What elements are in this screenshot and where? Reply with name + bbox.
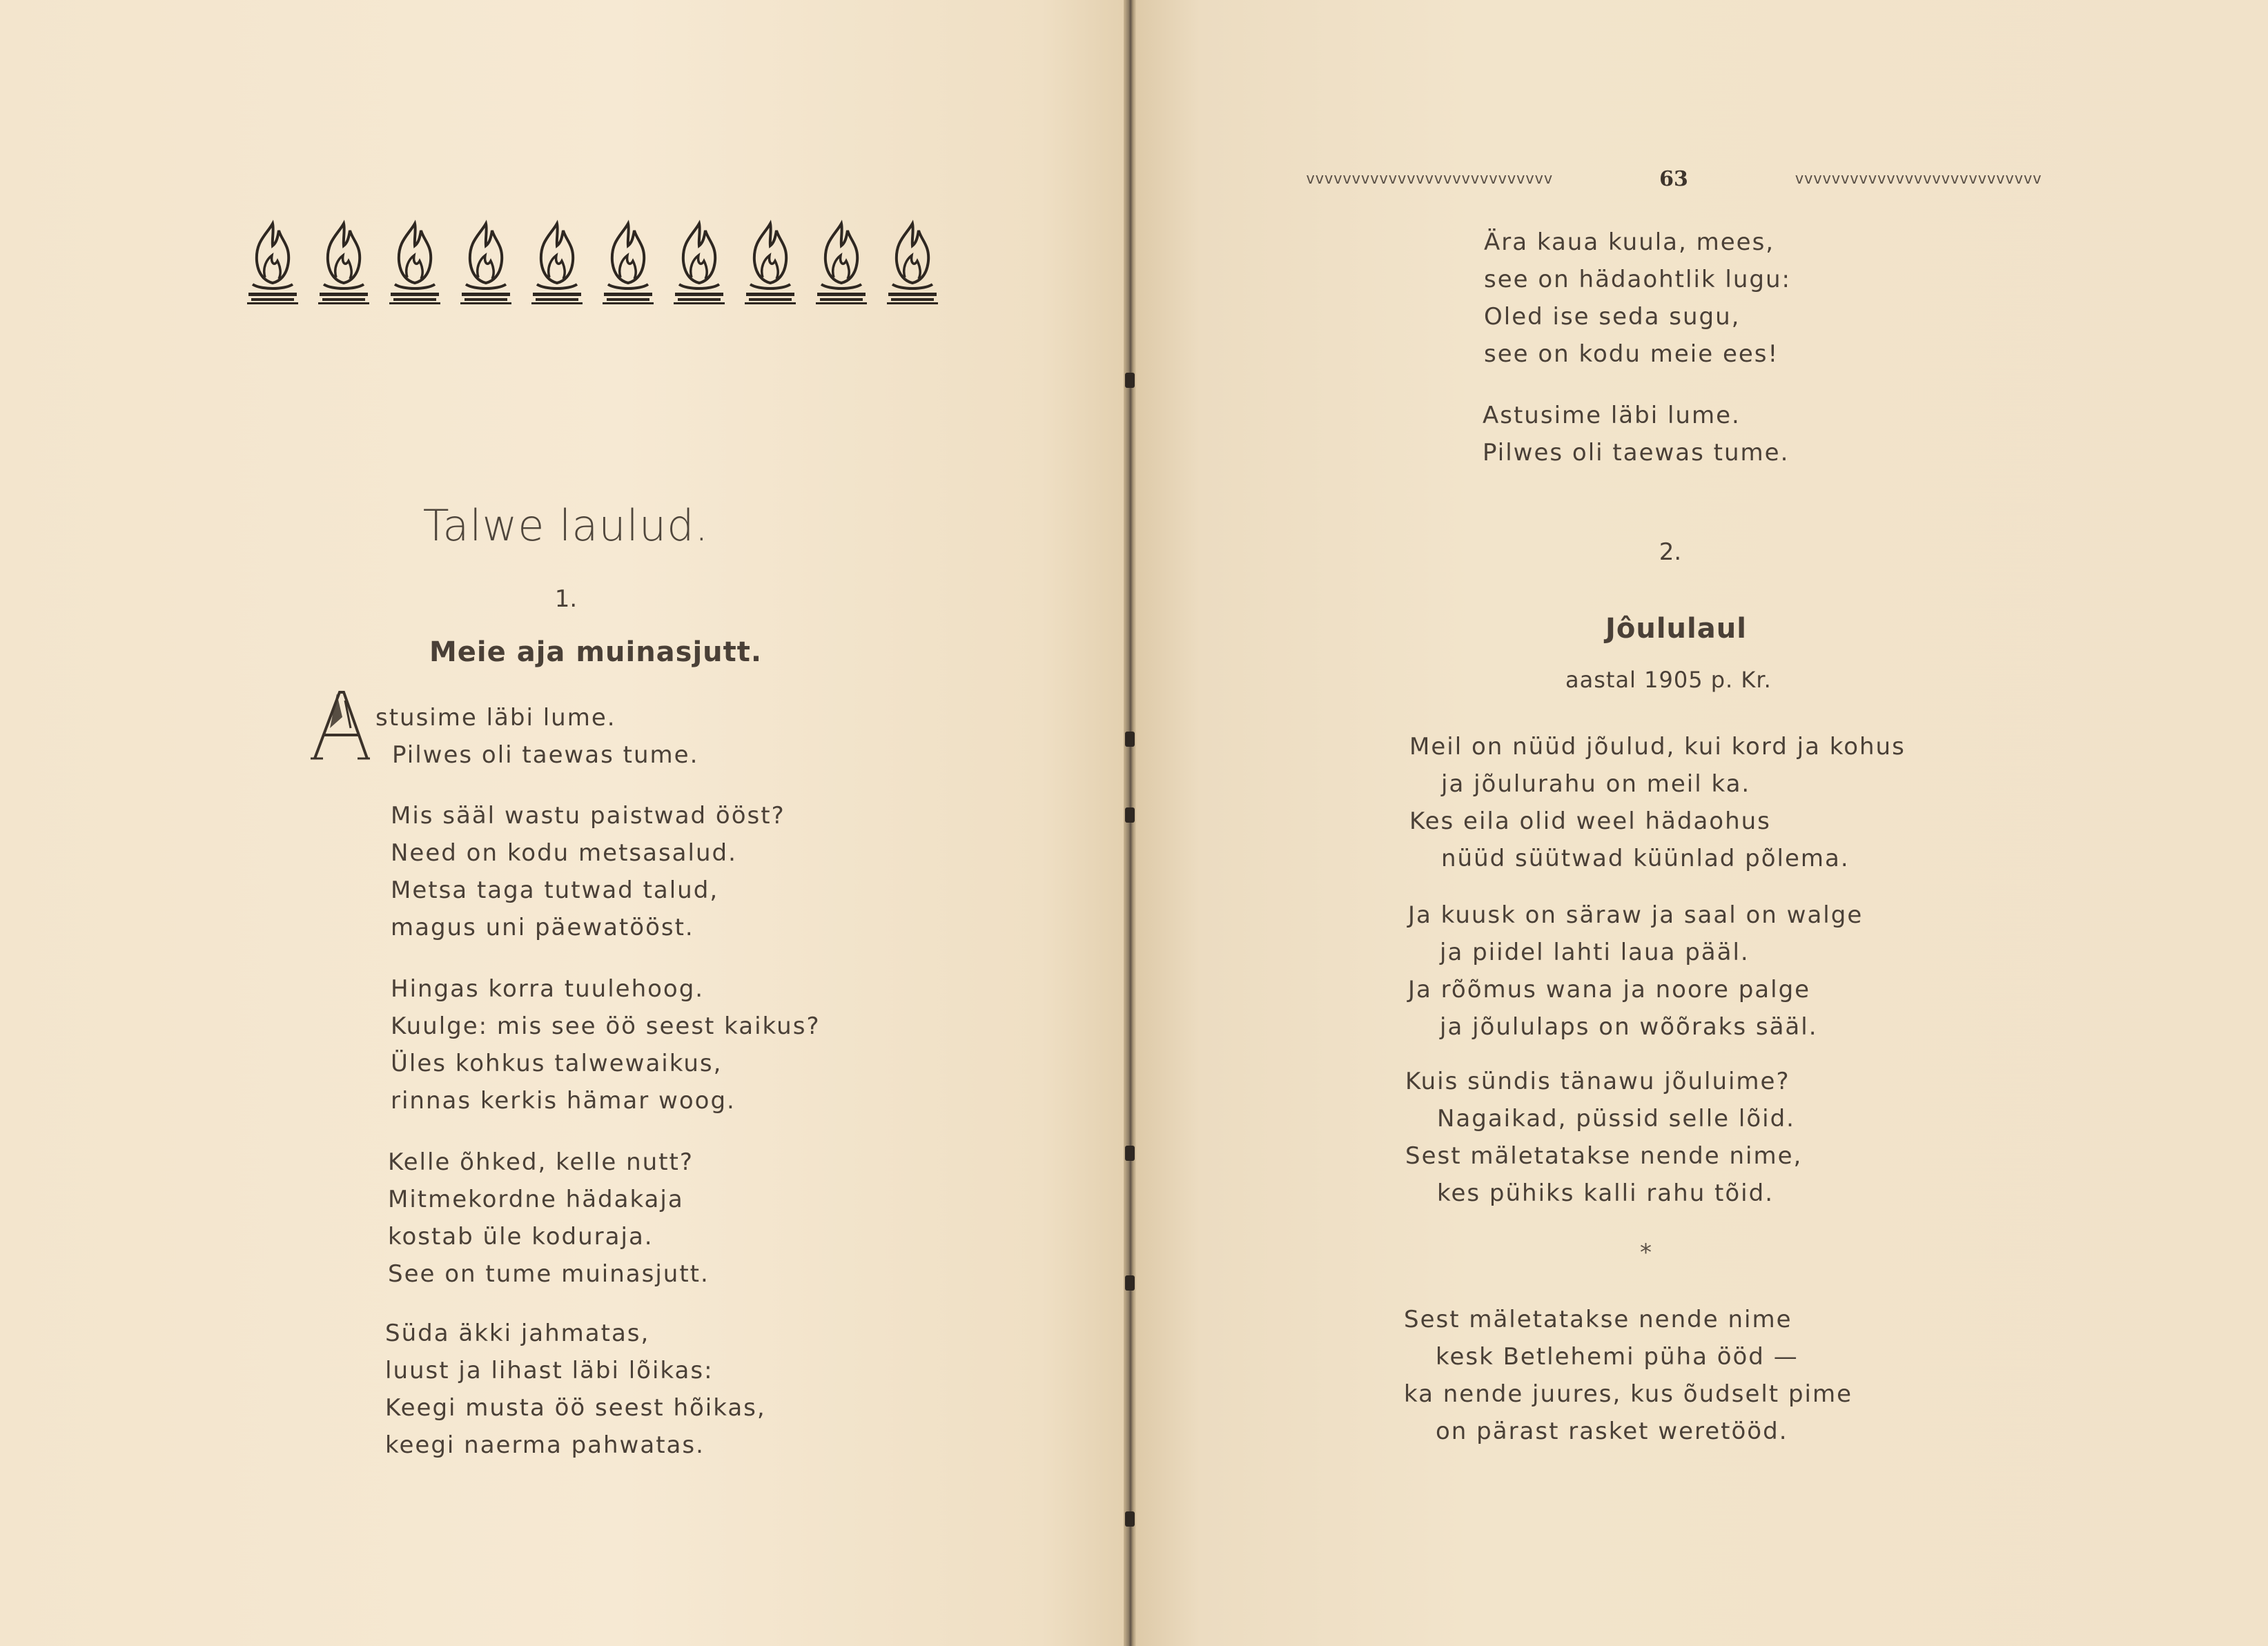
gutter-stitch: [1125, 1146, 1135, 1161]
poem-line: on pärast rasket weretööd.: [1436, 1418, 1788, 1445]
poem-line: Sest mäletatakse nende nime,: [1405, 1142, 1803, 1170]
flame-ornament-icon: [459, 215, 513, 305]
page-title: Talwe laulud.: [422, 500, 710, 551]
poem-line: kesk Betlehemi püha ööd —: [1436, 1343, 1799, 1371]
poem-subtitle: aastal 1905 p. Kr.: [1565, 667, 1772, 693]
poem-line: Pilwes oli taewas tume.: [392, 741, 699, 769]
poem-line: nüüd süütwad küünlad põlema.: [1441, 845, 1850, 872]
poem-line: Need on kodu metsasalud.: [391, 839, 737, 867]
flame-ornament-icon: [530, 215, 584, 305]
poem-line: keegi naerma pahwatas.: [385, 1431, 705, 1459]
section-number-2: 2.: [1659, 538, 1682, 566]
flame-ornament-icon: [886, 215, 939, 305]
flame-ornament-icon: [388, 215, 442, 305]
dropcap-a-icon: [309, 687, 371, 763]
flame-ornament-icon: [743, 215, 797, 305]
poem-line: Üles kohkus talwewaikus,: [391, 1050, 723, 1077]
stanza-8: [1405, 1063, 1802, 1212]
gutter-stitch: [1125, 807, 1135, 823]
stanza-6: [1409, 728, 1906, 877]
poem-line: see on kodu meie ees!: [1484, 340, 1779, 368]
poem-line: Ja rõõmus wana ja noore palge: [1408, 976, 1811, 1003]
poem-line: see on hädaohtlik lugu:: [1484, 266, 1791, 293]
poem-line: ja piidel lahti laua pääl.: [1440, 939, 1750, 966]
gutter-stitch: [1125, 1511, 1135, 1527]
poem-line: See on tume muinasjutt.: [388, 1260, 710, 1288]
stanza-4: [388, 1144, 710, 1293]
book-gutter: [1124, 0, 1136, 1646]
stanza-9: [1404, 1301, 1852, 1450]
flame-ornament-icon: [601, 215, 655, 305]
section-number-1: 1.: [554, 585, 578, 613]
running-header: [1306, 167, 2042, 191]
poem-line: Nagaikad, püssid selle lõid.: [1437, 1105, 1795, 1133]
poem-line: Kelle õhked, kelle nutt?: [388, 1148, 694, 1176]
poem-line: Pilwes oli taewas tume.: [1483, 439, 1790, 467]
flame-ornament-icon: [246, 215, 300, 305]
poem-line: kes pühiks kalli rahu tõid.: [1437, 1179, 1775, 1207]
poem-line: Süda äkki jahmatas,: [385, 1320, 650, 1347]
flame-ornament-icon: [814, 215, 868, 305]
stanza-5: [385, 1315, 766, 1464]
poem-line: Meil on nüüd jõulud, kui kord ja kohus: [1409, 733, 1906, 761]
stanza-continued-2: [1483, 397, 1789, 471]
poem-line: Ja kuusk on säraw ja saal on walge: [1408, 901, 1864, 929]
header-rule-right: vvvvvvvvvvvvvvvvvvvvvvvvvvv: [1795, 170, 2042, 188]
stanza-2: [391, 797, 785, 946]
poem-line: Oled ise seda sugu,: [1484, 303, 1741, 331]
header-rule-left: vvvvvvvvvvvvvvvvvvvvvvvvvvv: [1306, 170, 1553, 188]
poem-line: Mis sääl wastu paistwad ööst?: [391, 802, 785, 830]
poem-line: luust ja lihast läbi lõikas:: [385, 1357, 714, 1384]
poem-line: ja jõulurahu on meil ka.: [1441, 770, 1751, 798]
page-number: 63: [1659, 167, 1688, 191]
poem-line: stusime läbi lume.: [375, 704, 616, 732]
stanza-7: [1408, 897, 1863, 1046]
gutter-stitch: [1125, 1275, 1135, 1291]
poem-line: Kes eila olid weel hädaohus: [1409, 807, 1771, 835]
poem-line: ka nende juures, kus õudselt pime: [1404, 1380, 1853, 1408]
gutter-stitch: [1125, 732, 1135, 747]
poem-line: kostab üle koduraja.: [388, 1223, 654, 1251]
poem-line: ja jõululaps on wõõraks sääl.: [1440, 1013, 1818, 1041]
poem-line: Hingas korra tuulehoog.: [391, 975, 705, 1003]
poem-line: Kuis sündis tänawu jõuluime?: [1405, 1068, 1790, 1095]
poem-title-2: Jôululaul: [1605, 613, 1747, 645]
poem-line: Mitmekordne hädakaja: [388, 1186, 684, 1213]
poem-line: magus uni päewatööst.: [391, 914, 694, 941]
stanza-1: [375, 699, 698, 774]
flame-ornament-row: [246, 215, 939, 305]
poem-line: Astusime läbi lume.: [1483, 402, 1741, 429]
poem-line: Metsa taga tutwad talud,: [391, 876, 719, 904]
stanza-continued-1: [1484, 224, 1791, 373]
flame-ornament-icon: [672, 215, 726, 305]
flame-ornament-icon: [317, 215, 371, 305]
poem-title-1: Meie aja muinasjutt.: [429, 636, 763, 668]
poem-line: Keegi musta öö seest hõikas,: [385, 1394, 766, 1422]
poem-line: rinnas kerkis hämar woog.: [391, 1087, 736, 1115]
gutter-stitch: [1125, 373, 1135, 388]
poem-line: Sest mäletatakse nende nime: [1404, 1306, 1792, 1333]
stanza-3: [391, 970, 821, 1119]
poem-line: Ära kaua kuula, mees,: [1484, 228, 1775, 256]
poem-line: Kuulge: mis see öö seest kaikus?: [391, 1012, 821, 1040]
section-separator: *: [1640, 1239, 1652, 1266]
